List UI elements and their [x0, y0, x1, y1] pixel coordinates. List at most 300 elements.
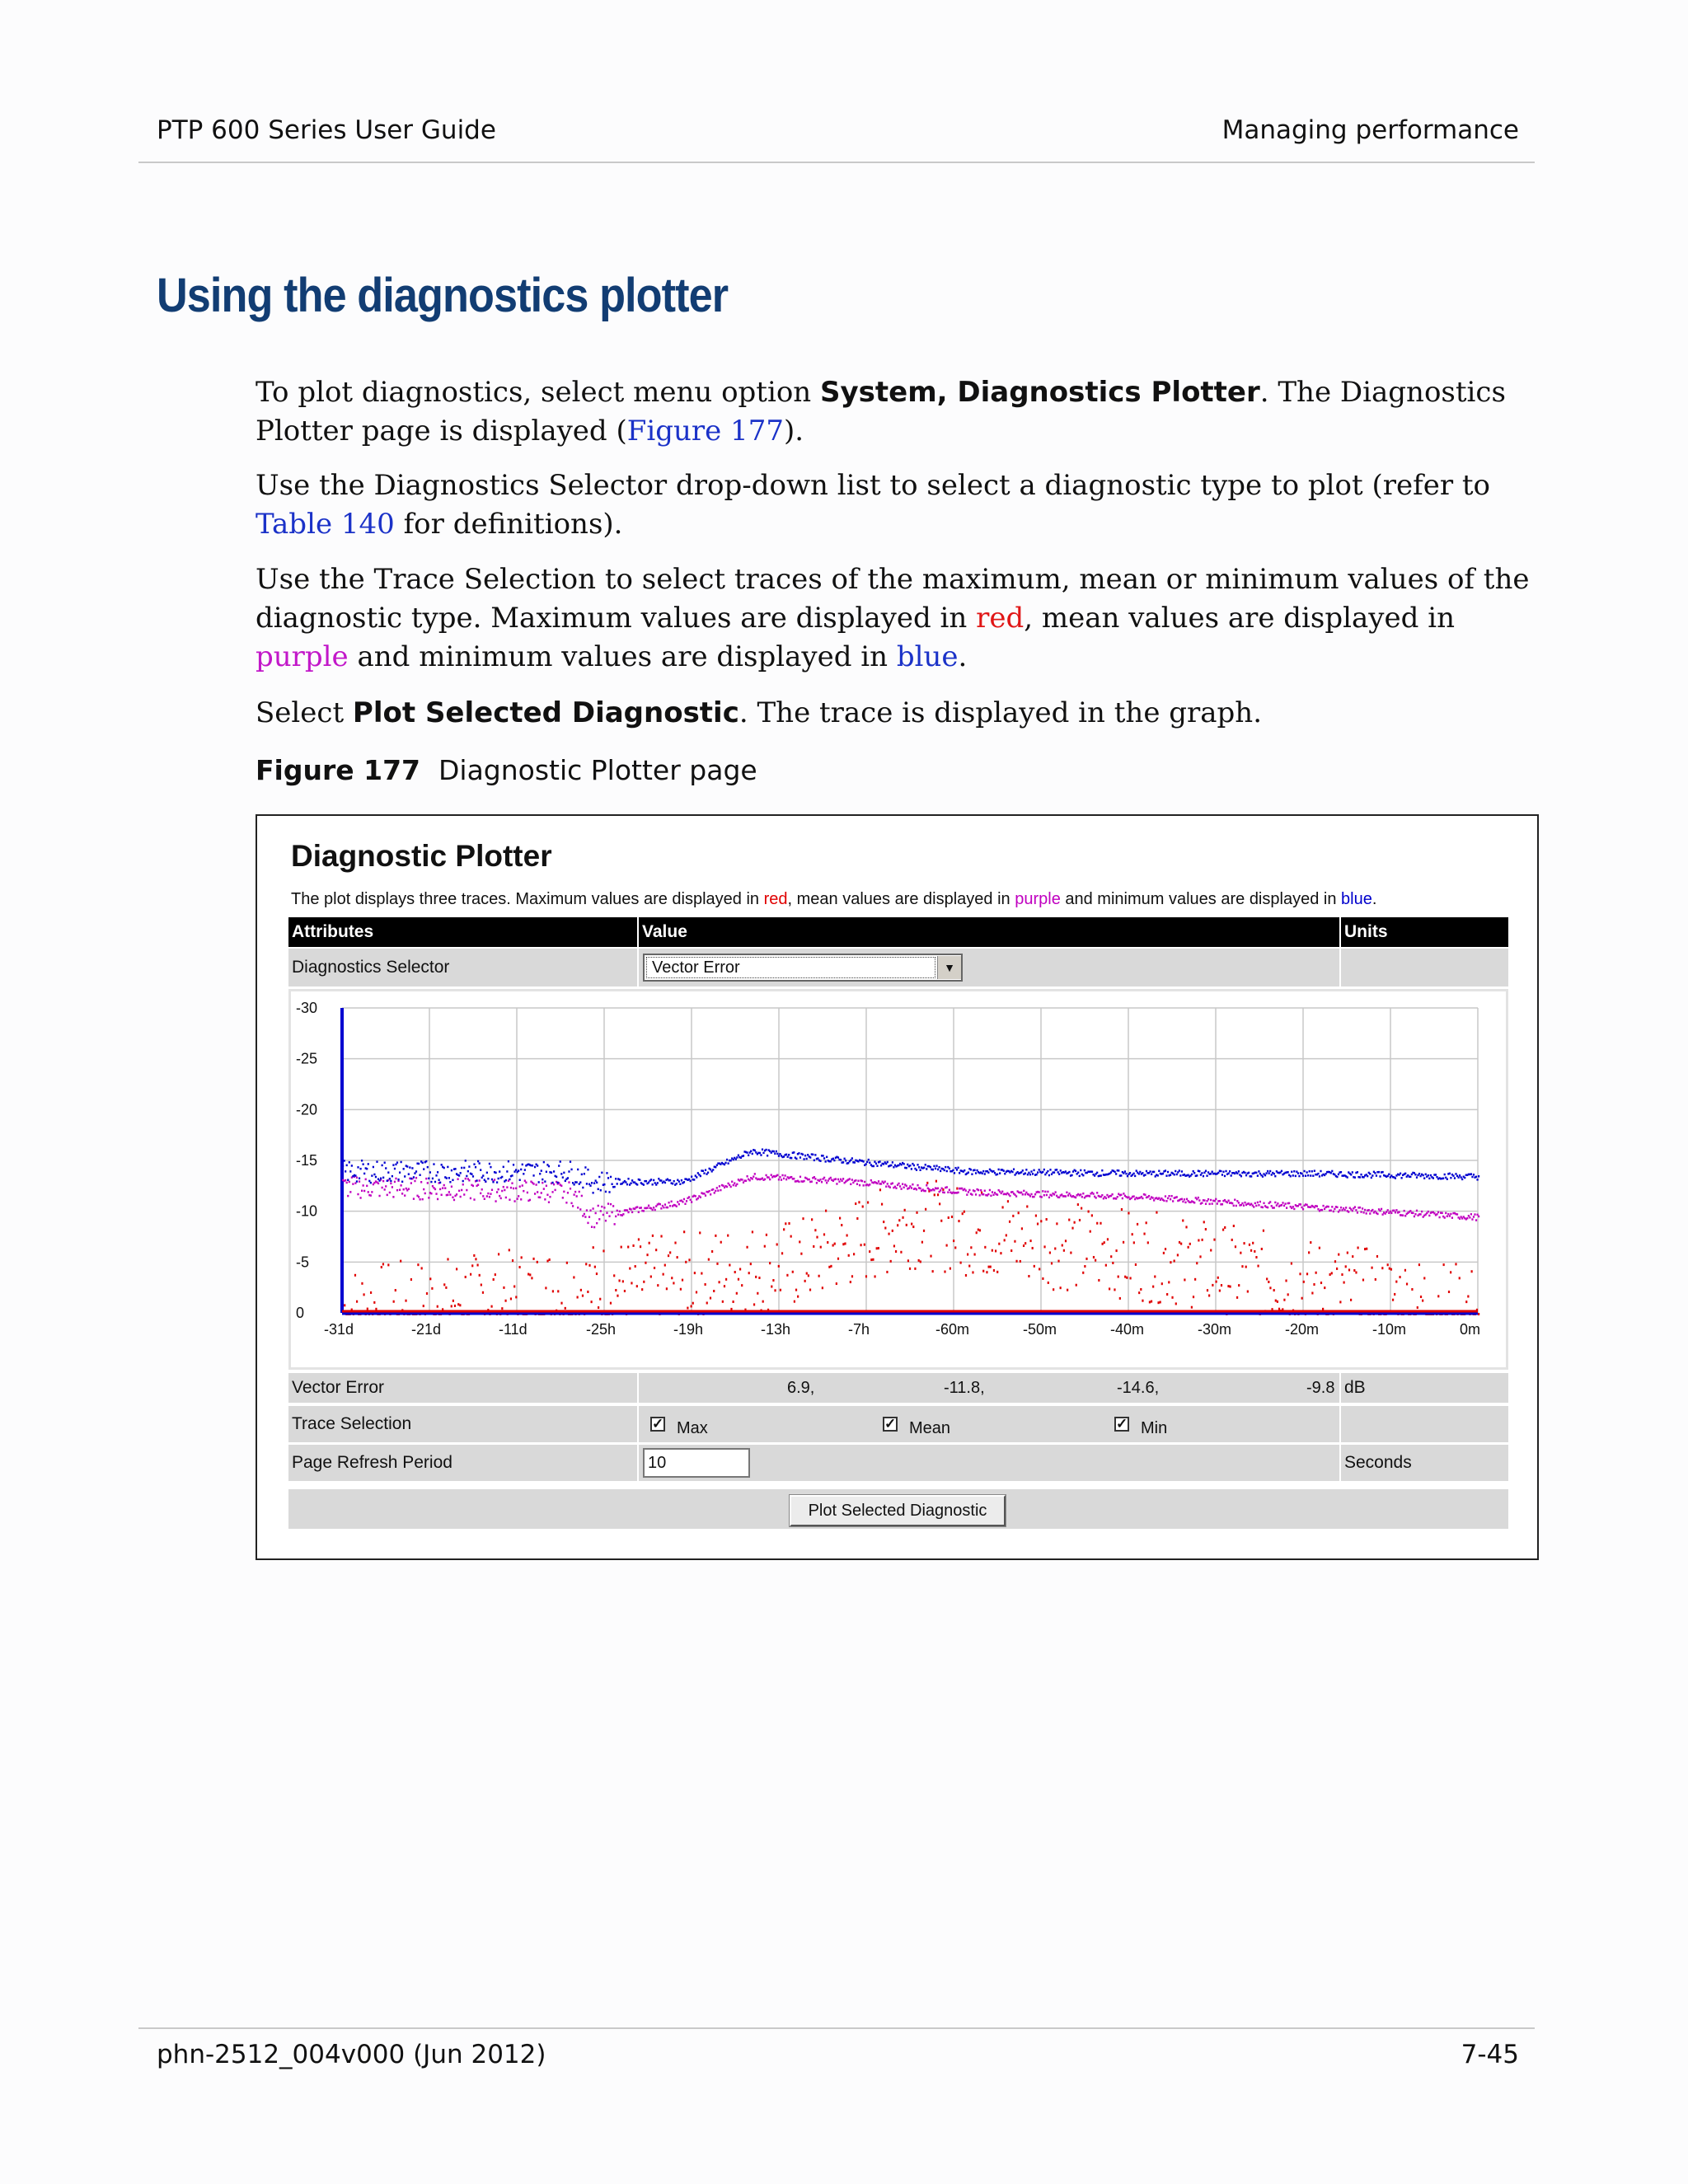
data-point	[598, 1176, 600, 1179]
data-point	[817, 1157, 818, 1160]
data-point	[1114, 1288, 1115, 1291]
data-point	[1124, 1170, 1126, 1173]
data-point	[476, 1179, 477, 1182]
data-point	[1255, 1256, 1257, 1258]
data-point	[814, 1154, 816, 1156]
data-point	[1290, 1175, 1292, 1178]
data-point	[549, 1196, 551, 1198]
data-point	[403, 1168, 405, 1170]
data-point	[880, 1165, 882, 1167]
data-point	[357, 1193, 359, 1196]
data-point	[399, 1171, 401, 1174]
footer-divider	[138, 2027, 1535, 2029]
data-point	[1157, 1301, 1159, 1304]
data-point	[608, 1215, 610, 1217]
data-point	[352, 1183, 354, 1185]
data-point	[463, 1193, 465, 1196]
data-point	[1210, 1199, 1212, 1202]
data-point	[809, 1289, 811, 1291]
data-point	[1001, 1206, 1003, 1208]
data-point	[1212, 1284, 1213, 1286]
data-point	[517, 1197, 518, 1200]
data-point	[1245, 1174, 1247, 1177]
data-point	[681, 1179, 682, 1182]
data-point	[1409, 1210, 1411, 1212]
data-point	[908, 1187, 910, 1189]
data-point	[431, 1287, 433, 1290]
data-point	[1084, 1169, 1085, 1172]
data-point	[1127, 1175, 1128, 1178]
data-point	[856, 1183, 858, 1185]
data-point	[648, 1182, 649, 1184]
data-point	[498, 1188, 499, 1191]
data-point	[1298, 1175, 1300, 1178]
data-point	[1118, 1169, 1119, 1172]
data-point	[520, 1169, 522, 1171]
data-point	[970, 1169, 972, 1171]
data-point	[504, 1189, 505, 1192]
data-point	[557, 1290, 559, 1292]
trace-selection-cell	[639, 1406, 1339, 1442]
data-point	[423, 1188, 424, 1191]
x-tick-label: -40m	[1110, 1321, 1145, 1338]
data-point	[1339, 1301, 1341, 1303]
data-point	[404, 1175, 406, 1178]
data-point	[663, 1207, 664, 1209]
data-point	[1305, 1174, 1306, 1177]
data-point	[1302, 1208, 1304, 1211]
data-point	[1215, 1198, 1217, 1201]
data-point	[1068, 1219, 1070, 1221]
data-point	[887, 1161, 889, 1164]
data-point	[650, 1276, 652, 1278]
data-point	[648, 1205, 649, 1207]
data-point	[611, 1183, 612, 1186]
data-point	[567, 1177, 569, 1179]
data-point	[1400, 1173, 1401, 1175]
data-point	[466, 1189, 467, 1192]
data-point	[479, 1274, 481, 1277]
data-point	[1088, 1211, 1090, 1213]
data-point	[591, 1182, 593, 1184]
data-point	[980, 1189, 982, 1192]
data-point	[536, 1183, 537, 1186]
data-point	[973, 1169, 975, 1171]
data-point	[1307, 1174, 1309, 1177]
data-point	[429, 1171, 431, 1174]
data-point	[944, 1192, 945, 1194]
data-point	[481, 1188, 483, 1191]
data-point	[560, 1302, 562, 1305]
data-point	[1395, 1177, 1396, 1179]
data-point	[472, 1175, 474, 1178]
data-point	[1044, 1191, 1046, 1193]
data-point	[482, 1174, 484, 1177]
data-point	[1366, 1248, 1367, 1250]
data-point	[546, 1185, 547, 1188]
data-point	[764, 1245, 766, 1248]
data-point	[387, 1179, 388, 1182]
data-point	[510, 1297, 512, 1300]
data-point	[1205, 1170, 1207, 1173]
y-tick-label: 0	[296, 1305, 305, 1321]
data-point	[730, 1308, 732, 1310]
data-point	[1457, 1176, 1459, 1179]
data-point	[1060, 1169, 1062, 1172]
data-point	[970, 1246, 972, 1249]
data-point	[919, 1188, 921, 1190]
data-point	[607, 1202, 609, 1205]
data-point	[1319, 1247, 1320, 1249]
data-point	[687, 1307, 688, 1310]
x-tick-label: -10m	[1372, 1321, 1407, 1338]
data-point	[778, 1265, 780, 1268]
data-point	[1406, 1282, 1408, 1285]
data-point	[1196, 1174, 1198, 1177]
data-point	[584, 1166, 586, 1169]
data-point	[509, 1198, 510, 1201]
data-point	[593, 1226, 595, 1229]
data-point	[584, 1216, 586, 1218]
data-point	[925, 1208, 926, 1211]
data-point	[1168, 1195, 1170, 1197]
data-point	[1191, 1306, 1193, 1309]
col-header-units: Units	[1341, 917, 1508, 947]
data-point	[1156, 1212, 1157, 1214]
data-point	[804, 1155, 806, 1157]
data-point	[395, 1178, 396, 1180]
data-point	[951, 1216, 953, 1218]
table-link[interactable]: Table 140	[256, 508, 395, 541]
data-point	[1470, 1173, 1472, 1175]
data-point	[389, 1192, 391, 1194]
data-point	[480, 1169, 481, 1171]
data-point	[753, 1175, 754, 1178]
data-point	[729, 1184, 730, 1187]
data-point	[1043, 1245, 1045, 1248]
data-point	[1390, 1212, 1392, 1215]
data-point	[1051, 1194, 1053, 1197]
data-point	[669, 1205, 671, 1207]
data-point	[798, 1181, 799, 1183]
data-point	[498, 1253, 499, 1255]
data-point	[1390, 1268, 1392, 1271]
data-point	[693, 1179, 695, 1181]
data-point	[1171, 1195, 1173, 1197]
data-point	[588, 1216, 590, 1218]
data-point	[381, 1266, 382, 1268]
data-point	[499, 1170, 500, 1173]
data-point	[482, 1195, 484, 1197]
data-point	[692, 1302, 694, 1305]
data-point	[731, 1181, 733, 1183]
data-point	[971, 1173, 973, 1175]
data-point	[895, 1187, 897, 1189]
min-checkbox[interactable]: ✓	[1116, 1416, 1128, 1432]
figure-link[interactable]: Figure 177	[626, 415, 784, 448]
data-point	[720, 1241, 722, 1244]
x-tick-label: -31d	[324, 1321, 354, 1338]
data-point	[909, 1165, 911, 1167]
data-point	[1428, 1215, 1430, 1217]
data-point	[1387, 1263, 1389, 1266]
mean-checkbox[interactable]: ✓	[884, 1416, 897, 1432]
data-point	[1112, 1262, 1114, 1264]
data-point	[368, 1163, 369, 1165]
data-point	[926, 1168, 927, 1170]
data-point	[719, 1281, 720, 1283]
data-point	[879, 1188, 881, 1191]
data-point	[447, 1194, 448, 1197]
data-point	[485, 1180, 486, 1183]
data-point	[1100, 1174, 1102, 1177]
data-point	[626, 1209, 628, 1212]
data-point	[447, 1258, 448, 1260]
data-point	[954, 1172, 955, 1174]
data-point	[779, 1176, 781, 1179]
data-point	[1459, 1277, 1461, 1279]
data-point	[1129, 1172, 1131, 1174]
data-point	[1414, 1216, 1415, 1218]
data-point	[1461, 1179, 1463, 1181]
data-point	[1035, 1215, 1037, 1217]
data-point	[1058, 1173, 1060, 1175]
data-point	[543, 1161, 545, 1164]
data-point	[1238, 1170, 1240, 1173]
data-point	[1375, 1278, 1376, 1281]
data-point	[769, 1262, 771, 1264]
data-point	[946, 1170, 948, 1173]
data-point	[906, 1185, 907, 1188]
data-point	[1240, 1175, 1242, 1178]
data-point	[1128, 1212, 1129, 1214]
data-point	[1054, 1248, 1056, 1250]
data-point	[1459, 1174, 1461, 1177]
data-point	[645, 1262, 646, 1264]
data-point	[410, 1178, 412, 1180]
data-point	[1398, 1211, 1400, 1213]
data-point	[678, 1203, 680, 1206]
data-point	[395, 1289, 396, 1291]
figure-label: Figure 177	[256, 754, 420, 786]
data-point	[851, 1275, 853, 1277]
data-point	[342, 1165, 344, 1167]
data-point	[808, 1274, 809, 1277]
refresh-period-input[interactable]: 10	[643, 1448, 750, 1478]
diagnostics-selector-dropdown[interactable]	[643, 954, 963, 982]
data-point	[356, 1301, 358, 1303]
data-point	[376, 1160, 377, 1163]
data-point	[940, 1189, 941, 1192]
data-point	[401, 1181, 403, 1183]
data-point	[912, 1226, 914, 1228]
data-point	[646, 1254, 648, 1256]
data-point	[1352, 1255, 1353, 1258]
data-point	[576, 1195, 578, 1197]
data-point	[1221, 1203, 1223, 1206]
chevron-down-icon[interactable]: ▼	[937, 956, 961, 979]
data-point	[473, 1254, 475, 1257]
data-point	[482, 1291, 484, 1294]
data-point	[776, 1243, 778, 1245]
data-point	[860, 1244, 861, 1246]
data-point	[1455, 1263, 1456, 1265]
data-point	[1122, 1197, 1123, 1200]
data-point	[1412, 1212, 1414, 1215]
data-point	[973, 1254, 975, 1256]
data-point	[470, 1273, 471, 1276]
data-point	[878, 1180, 879, 1183]
data-point	[542, 1179, 543, 1181]
data-point	[435, 1174, 437, 1177]
data-point	[876, 1247, 878, 1249]
data-point	[746, 1246, 748, 1249]
data-point	[1416, 1210, 1418, 1212]
data-point	[1451, 1216, 1453, 1219]
data-point	[537, 1165, 538, 1167]
data-point	[1236, 1296, 1238, 1299]
data-point	[1212, 1170, 1213, 1173]
data-point	[551, 1191, 553, 1193]
data-point	[1264, 1174, 1266, 1177]
data-point	[886, 1271, 888, 1273]
data-point	[825, 1210, 827, 1212]
data-point	[893, 1166, 894, 1169]
data-point	[1149, 1170, 1151, 1173]
plot-selected-diagnostic-button[interactable]: Plot Selected Diagnostic	[790, 1495, 1006, 1526]
data-point	[814, 1178, 816, 1180]
data-point	[1048, 1197, 1050, 1199]
data-point	[823, 1157, 825, 1160]
data-point	[1447, 1213, 1449, 1216]
data-point	[432, 1178, 434, 1180]
data-point	[473, 1198, 475, 1201]
data-point	[946, 1186, 948, 1188]
data-point	[1188, 1246, 1189, 1249]
data-point	[788, 1222, 790, 1225]
data-point	[1324, 1286, 1325, 1289]
data-point	[614, 1223, 616, 1226]
data-point	[1376, 1213, 1378, 1216]
data-point	[940, 1220, 942, 1222]
data-point	[1340, 1171, 1342, 1174]
data-point	[998, 1243, 1000, 1245]
data-point	[529, 1273, 531, 1276]
data-point	[861, 1180, 863, 1183]
data-point	[897, 1224, 898, 1226]
data-point	[679, 1183, 681, 1185]
data-point	[1269, 1201, 1271, 1203]
data-point	[901, 1188, 903, 1190]
data-point	[819, 1160, 821, 1162]
max-checkbox[interactable]: ✓	[652, 1416, 664, 1432]
data-point	[734, 1182, 735, 1184]
data-point	[890, 1165, 892, 1167]
data-point	[1247, 1291, 1249, 1293]
data-point	[795, 1158, 797, 1160]
data-point	[1266, 1277, 1268, 1280]
data-point	[1123, 1241, 1124, 1244]
refresh-label: Page Refresh Period	[288, 1445, 637, 1481]
data-point	[1395, 1209, 1397, 1212]
page-header-section: Managing performance	[1221, 115, 1519, 145]
data-point	[403, 1188, 405, 1191]
data-point	[1301, 1207, 1302, 1209]
data-point	[1475, 1219, 1477, 1221]
data-point	[640, 1245, 641, 1248]
data-point	[1176, 1196, 1178, 1198]
data-point	[489, 1196, 490, 1198]
data-point	[1369, 1212, 1371, 1215]
data-point	[1095, 1197, 1097, 1199]
data-point	[490, 1305, 492, 1308]
data-point	[1306, 1204, 1308, 1207]
data-point	[384, 1188, 386, 1191]
data-point	[1359, 1176, 1361, 1179]
trace-selection-label: Trace Selection	[288, 1406, 637, 1442]
data-point	[762, 1301, 764, 1303]
data-point	[1147, 1241, 1149, 1244]
data-point	[1029, 1195, 1031, 1197]
data-point	[911, 1168, 912, 1170]
data-point	[1315, 1272, 1317, 1274]
data-point	[667, 1207, 668, 1209]
data-point	[940, 1170, 941, 1173]
data-point	[1166, 1293, 1168, 1296]
data-point	[700, 1196, 701, 1198]
data-point	[996, 1271, 998, 1273]
data-point	[1287, 1293, 1289, 1296]
data-point	[363, 1173, 365, 1175]
data-point	[1274, 1202, 1276, 1204]
data-point	[996, 1193, 998, 1196]
data-point	[754, 1150, 756, 1152]
data-point	[1181, 1170, 1183, 1173]
data-point	[1096, 1172, 1098, 1174]
data-point	[800, 1253, 802, 1255]
data-point	[797, 1296, 799, 1298]
data-point	[589, 1184, 591, 1187]
data-point	[1438, 1216, 1440, 1219]
data-point	[1071, 1174, 1072, 1177]
data-point	[570, 1202, 572, 1205]
data-point	[1098, 1279, 1100, 1282]
data-point	[1030, 1193, 1032, 1196]
data-point	[674, 1242, 676, 1244]
data-point	[607, 1177, 609, 1179]
data-point	[1310, 1174, 1311, 1177]
data-point	[1120, 1174, 1122, 1177]
data-point	[1165, 1169, 1166, 1172]
data-point	[572, 1205, 574, 1207]
data-point	[1043, 1194, 1045, 1197]
data-point	[1367, 1175, 1368, 1178]
data-point	[1165, 1200, 1167, 1202]
data-point	[1355, 1209, 1357, 1212]
data-point	[527, 1192, 528, 1194]
data-point	[752, 1153, 753, 1155]
data-point	[923, 1230, 925, 1232]
data-point	[501, 1190, 503, 1193]
data-point	[1025, 1172, 1026, 1174]
data-point	[979, 1229, 981, 1231]
data-point	[914, 1268, 916, 1270]
data-point	[911, 1223, 912, 1226]
data-point	[356, 1180, 358, 1183]
data-point	[653, 1207, 654, 1209]
data-point	[1146, 1170, 1147, 1173]
data-point	[581, 1174, 583, 1176]
